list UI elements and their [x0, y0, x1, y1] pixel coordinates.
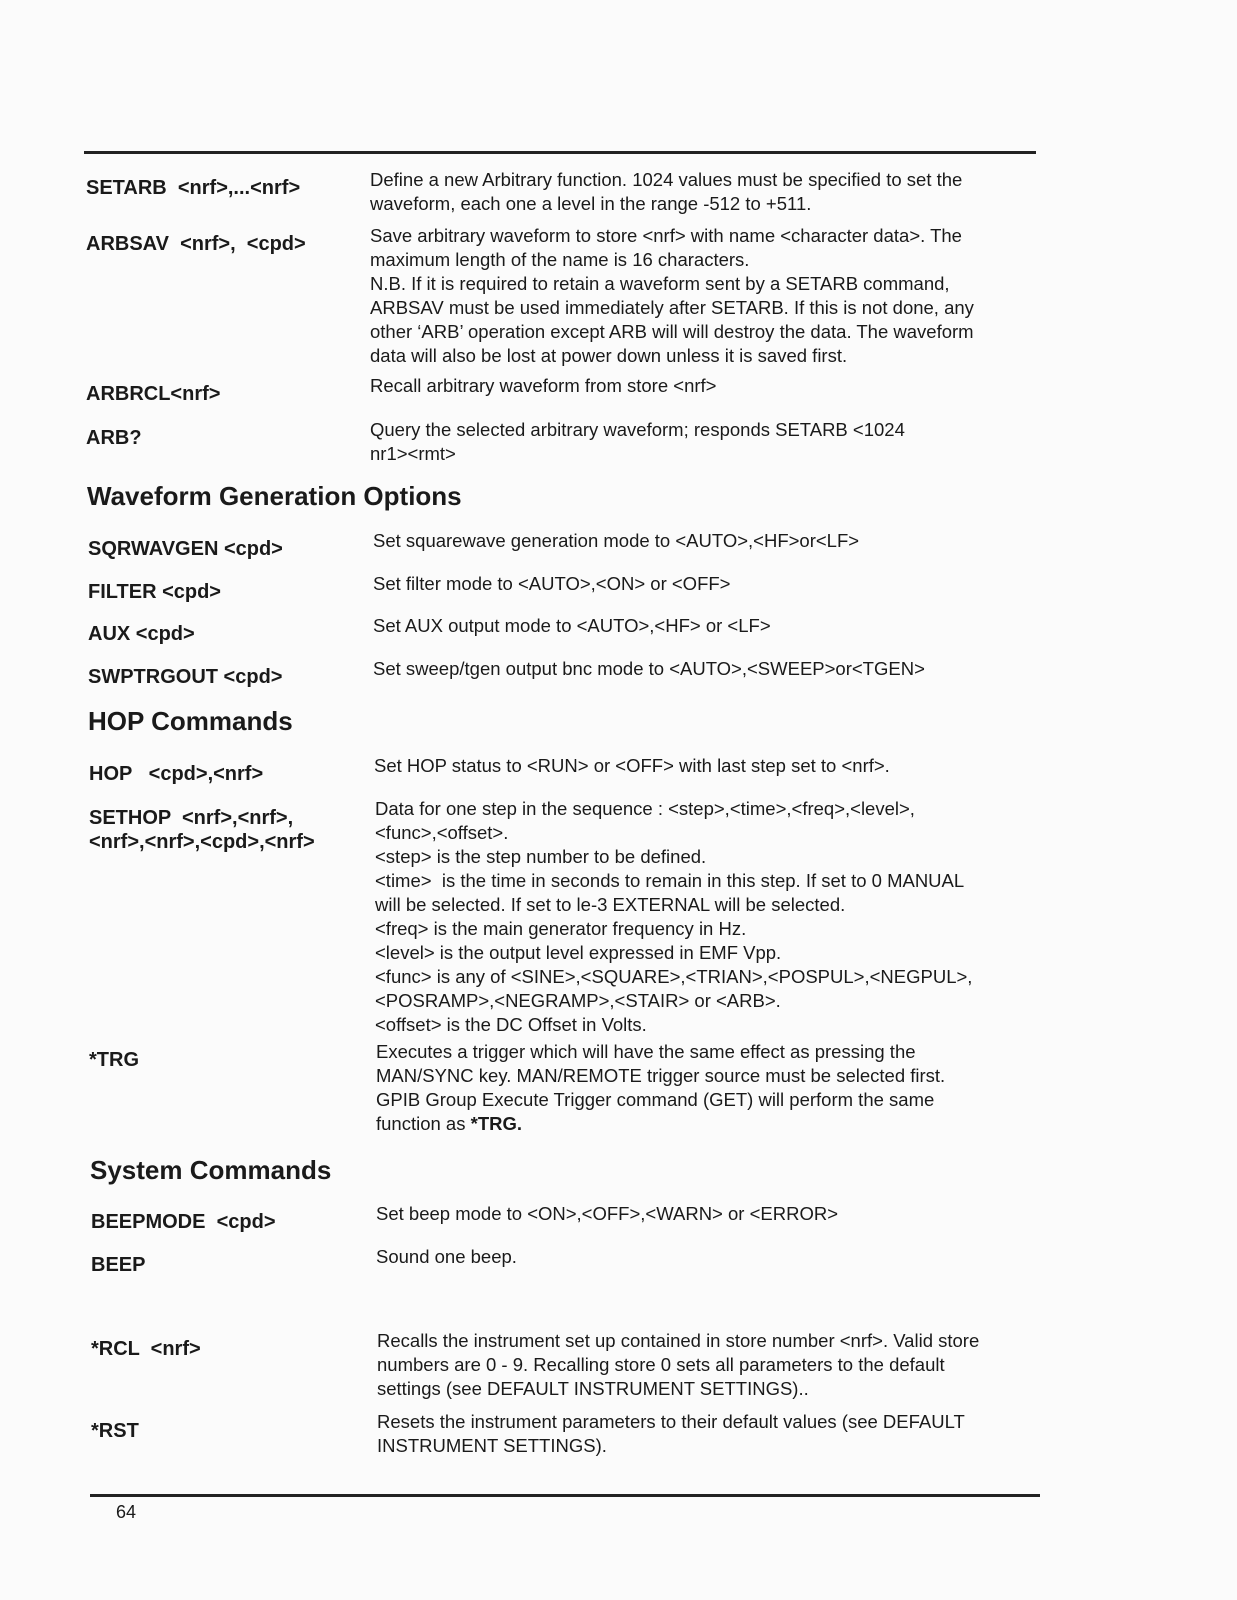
description-filter: Set filter mode to <AUTO>,<ON> or <OFF> [373, 573, 731, 594]
command-arb-query: ARB? [86, 427, 142, 449]
command-rcl: *RCL <nrf> [91, 1338, 201, 1360]
description-arbsav: Save arbitrary waveform to store <nrf> with name <character data>. The maximum length of the name is 16 characters. N.B. If it is required to retain a waveform sent by a SETARB command, ARBSAV must be used immediately after SETARB. If this is not done, any other ‘ARB’ operation except ARB will will destroy the data. The waveform data will also be lost at power down unless it is saved first. [370, 225, 974, 366]
description-rcl: Recalls the instrument set up contained in store number <nrf>. Valid store numbers are 0 - 9. Recalling store 0 sets all parameters to the default settings (see DEFAULT INSTRUMENT SETTINGS).. [377, 1330, 980, 1399]
description-beep: Sound one beep. [376, 1246, 517, 1267]
description-arbrcl: Recall arbitrary waveform from store <nrf> [370, 375, 717, 396]
description-hop: Set HOP status to <RUN> or <OFF> with last step set to <nrf>. [374, 755, 890, 776]
heading-system-commands: System Commands [90, 1155, 332, 1185]
trg-emphasis: *TRG. [470, 1113, 523, 1134]
command-hop: HOP <cpd>,<nrf> [89, 763, 264, 785]
description-aux: Set AUX output mode to <AUTO>,<HF> or <LF> [373, 615, 771, 636]
description-beepmode: Set beep mode to <ON>,<OFF>,<WARN> or <ERROR> [376, 1203, 839, 1224]
command-rst: *RST [91, 1420, 139, 1442]
top-rule [84, 151, 1036, 154]
description-trg: Executes a trigger which will have the same effect as pressing the MAN/SYNC key. MAN/REMOTE trigger source must be selected first. GPIB Group Execute Trigger command (GET) will perform the same function as *TRG. [376, 1041, 946, 1134]
command-filter: FILTER <cpd> [88, 581, 221, 603]
command-sethop: SETHOP <nrf>,<nrf>, <nrf>,<nrf>,<cpd>,<nrf> [89, 807, 315, 853]
command-sqrwavgen: SQRWAVGEN <cpd> [88, 538, 283, 560]
command-beepmode: BEEPMODE <cpd> [91, 1211, 276, 1233]
description-arb-query: Query the selected arbitrary waveform; responds SETARB <1024 nr1><rmt> [370, 419, 905, 464]
command-arbsav: ARBSAV <nrf>, <cpd> [86, 233, 306, 255]
description-sqrwavgen: Set squarewave generation mode to <AUTO>,<HF>or<LF> [373, 530, 860, 551]
command-trg: *TRG [89, 1049, 139, 1071]
description-setarb: Define a new Arbitrary function. 1024 values must be specified to set the waveform, each one a level in the range -512 to +511. [370, 169, 963, 214]
heading-waveform-generation-options: Waveform Generation Options [87, 481, 462, 511]
command-arbrcl: ARBRCL<nrf> [86, 383, 221, 405]
description-sethop: Data for one step in the sequence : <step>,<time>,<freq>,<level>, <func>,<offset>. <step> is the step number to be defined. <time> is the time in seconds to remain in this step. If set to 0 MANUAL will be selected. If set to le-3 EXTERNAL will be selected. <freq> is the main generator frequency in Hz. <level> is the output level expressed in EMF Vpp. <func> is any of <SINE>,<SQUARE>,<TRIAN>,<POSPUL>,<NEGPUL>, <POSRAMP>,<NEGRAMP>,<STAIR> or <ARB>. <offset> is the DC Offset in Volts. [375, 798, 973, 1035]
page-number: 64 [116, 1502, 137, 1522]
description-swptrgout: Set sweep/tgen output bnc mode to <AUTO>,<SWEEP>or<TGEN> [373, 658, 925, 679]
heading-hop-commands: HOP Commands [88, 706, 293, 736]
command-swptrgout: SWPTRGOUT <cpd> [88, 666, 283, 688]
command-setarb: SETARB <nrf>,...<nrf> [86, 177, 301, 199]
bottom-rule [90, 1494, 1040, 1497]
command-aux: AUX <cpd> [88, 623, 195, 645]
command-beep: BEEP [91, 1254, 146, 1276]
description-rst: Resets the instrument parameters to their default values (see DEFAULT INSTRUMENT SETTINGS). [377, 1411, 965, 1456]
